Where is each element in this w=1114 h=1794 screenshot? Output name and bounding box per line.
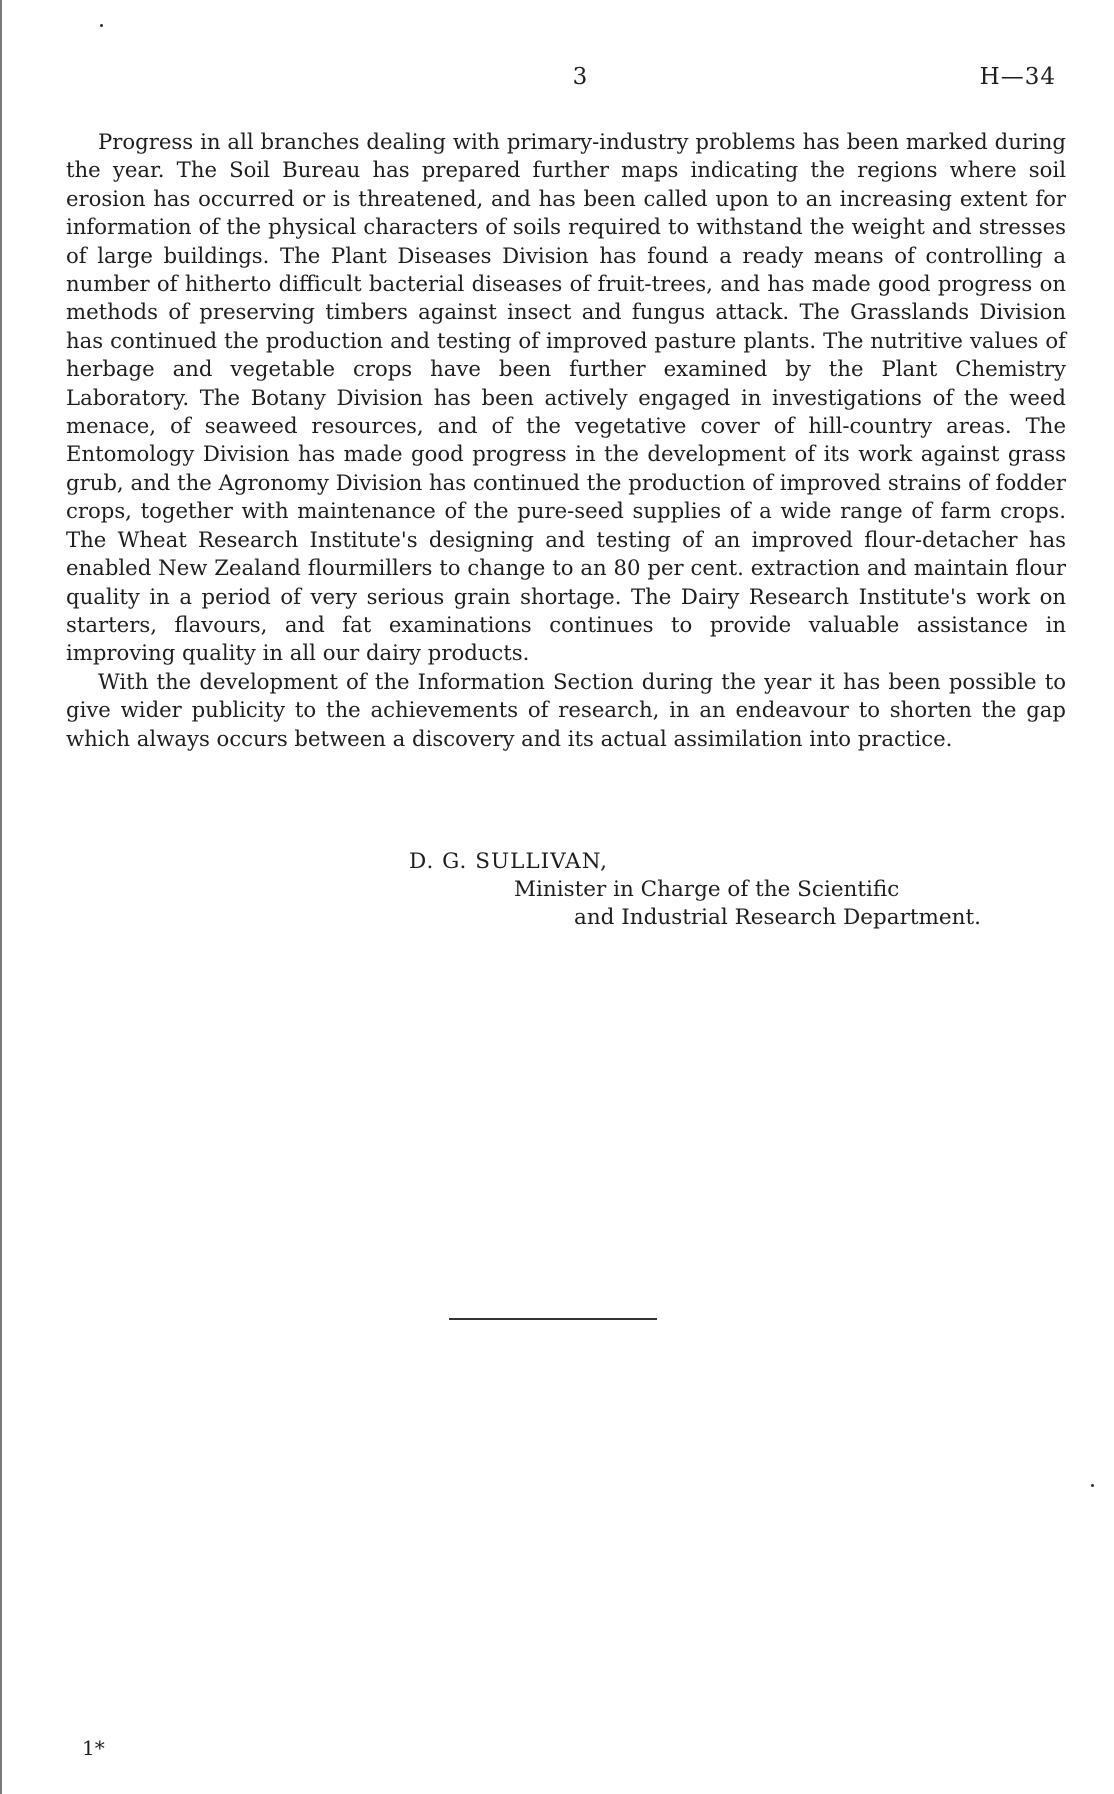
signatory-title-line-2: and Industrial Research Department.: [574, 905, 981, 930]
paragraph-information-section: With the development of the Information Section during the year it has been possible to give wider publicity to the achievements of research, in an endeavour to shorten the gap which always occurs between a discovery and its actual assimilation into practice.: [66, 668, 1066, 751]
page-header: [96, 60, 1064, 100]
signatory-title-line-1: Minister in Charge of the Scientific: [514, 877, 900, 902]
paragraph-progress: Progress in all branches dealing with primary-industry problems has been marked during the year. The Soil Bureau has prepared further maps indicating the regions where soil erosion has occurred or is threatened, and has been called upon to an increasing extent for information of the physical characters of soils required to withstand the weight and stresses of large buildings. The Plant Diseases Division has found a ready means of controlling a number of hitherto difficult bacterial diseases of fruit-trees, and has made good progress on methods of preserving timbers against insect and fungus attack. The Grasslands Division has continued the production and testing of improved pasture plants. The nutritive values of herbage and vegetable crops have been further examined by the Plant Chemistry Laboratory. The Botany Division has been actively engaged in investigations of the weed menace, of seaweed resources, and of the vegetative cover of hill-country areas. The Entomology Division has made good progress in the development of its work against grass grub, and the Agronomy Division has continued the production of improved strains of fodder crops, together with maintenance of the pure-seed supplies of a wide range of farm crops. The Wheat Research Institute's designing and testing of an improved flour-detacher has enabled New Zealand flourmillers to change to an 80 per cent. extraction and maintain flour quality in a period of very serious grain shortage. The Dairy Research Institute's work on starters, flavours, and fat examinations continues to provide valuable assistance in improving quality in all our dairy products.: [66, 129, 1066, 666]
section-divider: [449, 1318, 657, 1320]
page-left-edge: [0, 0, 2, 1794]
scan-speck: [100, 24, 103, 27]
page-number: 3: [572, 64, 588, 90]
document-reference: H—34: [979, 64, 1056, 90]
signature-mark: 1*: [82, 1736, 105, 1760]
signatory-name: D. G. SULLIVAN,: [409, 849, 608, 874]
scan-speck: [1091, 1484, 1094, 1487]
body-text: [66, 128, 1066, 753]
